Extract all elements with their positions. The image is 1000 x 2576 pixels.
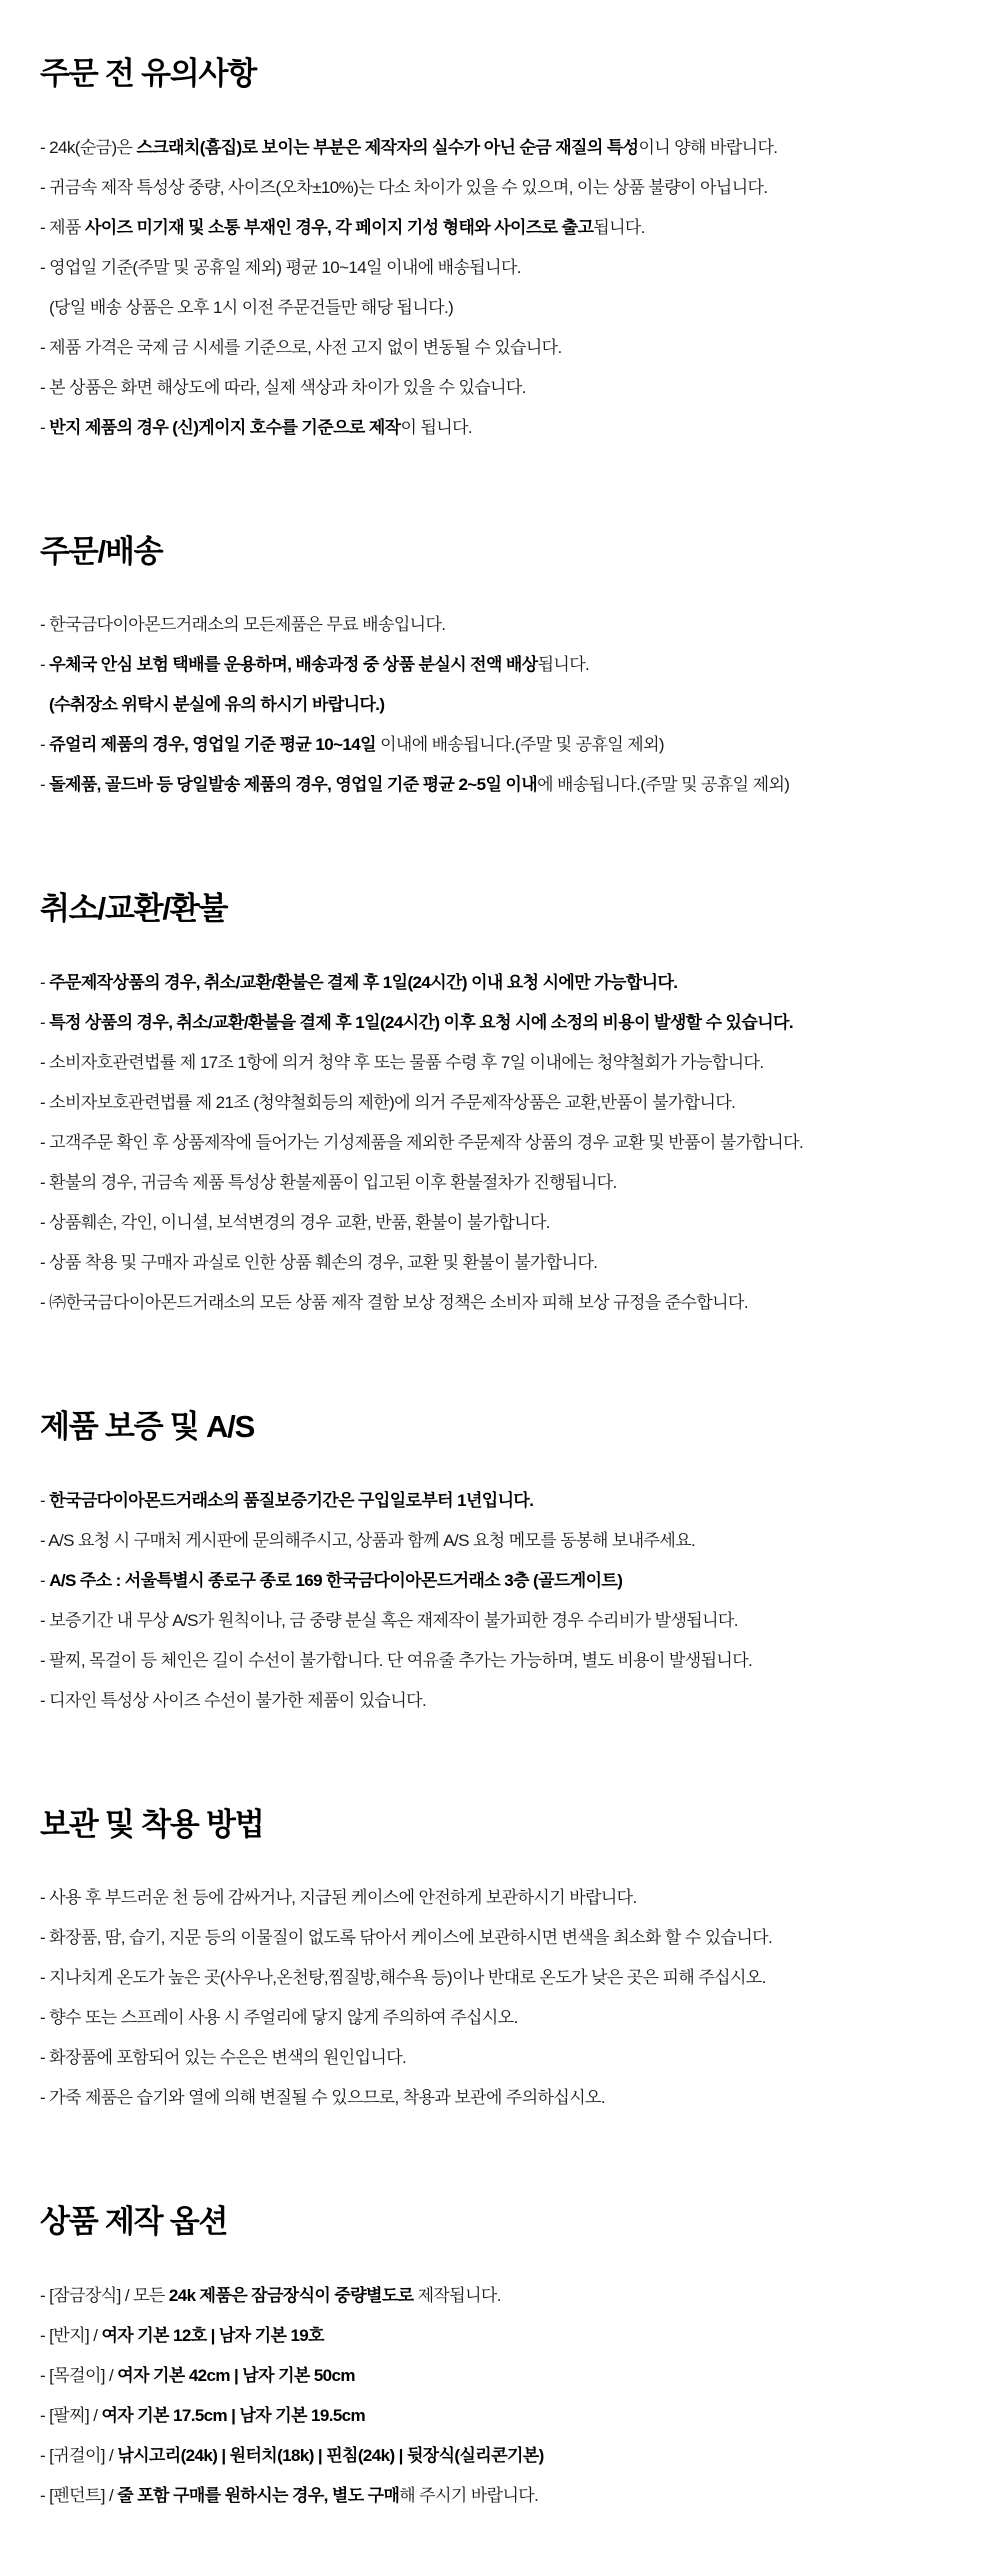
notice-text: - [반지] / (40, 2325, 102, 2345)
notice-text-bold: 주문제작상품의 경우, 취소/교환/환불은 결제 후 1일(24시간) 이내 요청 시에만 가능합니다. (49, 972, 678, 992)
notice-text: 이니 양해 바랍니다. (638, 137, 778, 157)
notice-line (40, 2356, 960, 2396)
notice-text: - 고객주문 확인 후 상품제작에 들어가는 기성제품을 제외한 주문제작 상품의 경우 교환 및 반품이 불가합니다. (40, 1132, 804, 1152)
notice-line (40, 1998, 960, 2038)
section-title: 주문/배송 (40, 533, 163, 569)
notice-section (40, 56, 960, 448)
notice-text-bold: 돌제품, 골드바 등 당일발송 제품의 경우, 영업일 기준 평균 2~5일 이내 (49, 775, 538, 795)
notice-line (40, 168, 960, 208)
notice-text-bold: 한국금다이아몬드거래소의 품질보증기간은 구입일로부터 1년입니다. (49, 1490, 534, 1510)
notice-text: - [귀걸이] / (40, 2445, 118, 2465)
notice-text: - [펜던트] / (40, 2485, 118, 2505)
notice-sections (40, 56, 960, 2516)
notice-line (40, 1561, 960, 1601)
notice-line (40, 128, 960, 168)
notice-text-bold: 여자 기본 12호 | 남자 기본 19호 (101, 2325, 324, 2345)
notice-section (40, 534, 960, 806)
notice-line (40, 645, 960, 685)
notice-text-bold: 여자 기본 42cm | 남자 기본 50cm (117, 2365, 355, 2385)
notice-line (40, 2276, 960, 2316)
notice-line (40, 208, 960, 248)
notice-line (40, 1681, 960, 1721)
notice-text-bold: 우체국 안심 보험 택배를 운용하며, 배송과정 중 상품 분실시 전액 배상 (49, 655, 538, 675)
notice-text: - 디자인 특성상 사이즈 수선이 불가한 제품이 있습니다. (40, 1690, 427, 1710)
section-title: 취소/교환/환불 (40, 891, 228, 927)
notice-line (40, 1163, 960, 1203)
notice-text: - 환불의 경우, 귀금속 제품 특성상 환불제품이 입고된 이후 환불절차가 진행됩니다. (40, 1172, 617, 1192)
section-title: 보관 및 착용 방법 (40, 1806, 264, 1842)
notice-text: 해 주시기 바랍니다. (399, 2485, 539, 2505)
notice-text: - [잠금장식] / 모든 (40, 2285, 169, 2305)
section-title: 주문 전 유의사항 (40, 56, 257, 91)
notice-text-bold: 쥬얼리 제품의 경우, 영업일 기준 평균 10~14일 (49, 735, 376, 755)
notice-text: - (40, 775, 50, 795)
notice-text-bold: 반지 제품의 경우 (신)게이지 호수를 기준으로 제작 (49, 417, 401, 437)
section-title: 상품 제작 옵션 (40, 2204, 228, 2240)
notice-line (40, 2436, 960, 2476)
notice-text: - (40, 1490, 50, 1510)
notice-text: - 한국금다이아몬드거래소의 모든제품은 무료 배송입니다. (40, 615, 446, 635)
notice-line (40, 2316, 960, 2356)
notice-text: - 향수 또는 스프레이 사용 시 주얼리에 닿지 않게 주의하여 주십시오. (40, 2008, 518, 2028)
notice-text: - (40, 735, 50, 755)
notice-text: - 상품훼손, 각인, 이니셜, 보석변경의 경우 교환, 반품, 환불이 불가합니다. (40, 1212, 550, 1232)
notice-line (40, 1083, 960, 1123)
notice-line (40, 1283, 960, 1323)
notice-text: - 귀금속 제작 특성상 중량, 사이즈(오차±10%)는 다소 차이가 있을 수 있으며, 이는 상품 불량이 아닙니다. (40, 177, 768, 197)
notice-text: - 소비자보호관련법률 제 21조 (청약철회등의 제한)에 의거 주문제작상품은 교환,반품이 불가합니다. (40, 1092, 736, 1112)
notice-text: 됩니다. (593, 217, 645, 237)
notice-text: - 지나치게 온도가 높은 곳(사우나,온천탕,찜질방,해수욕 등)이나 반대로 온도가 낮은 곳은 피해 주십시오. (40, 1968, 766, 1988)
notice-line (40, 2396, 960, 2436)
notice-line (40, 765, 960, 805)
notice-text: 이내에 배송됩니다.(주말 및 공휴일 제외) (375, 735, 664, 755)
notice-text: - [목걸이] / (40, 2365, 118, 2385)
notice-text: (당일 배송 상품은 오후 1시 이전 주문건들만 해당 됩니다.) (49, 297, 454, 317)
notice-text-bold: 낚시고리(24k) | 원터치(18k) | 핀침(24k) | 뒷장식(실리콘기본) (117, 2445, 544, 2465)
notice-line (40, 408, 960, 448)
notice-line (40, 1521, 960, 1561)
notice-line (40, 2038, 960, 2078)
notice-section (40, 891, 960, 1323)
notice-text-bold: 줄 포함 구매를 원하시는 경우, 별도 구매 (117, 2485, 400, 2505)
notice-line (40, 368, 960, 408)
notice-line (40, 1878, 960, 1918)
notice-text: 됩니다. (537, 655, 590, 675)
notice-line (40, 1958, 960, 1998)
notice-line (40, 725, 960, 765)
notice-line (40, 1123, 960, 1163)
notice-text: - (40, 1012, 50, 1032)
notice-line (40, 2078, 960, 2118)
notice-line (40, 1481, 960, 1521)
notice-line (40, 248, 960, 288)
notice-line (40, 605, 960, 645)
notice-line (40, 1043, 960, 1083)
notice-text: - (40, 1570, 50, 1590)
notice-text-bold: A/S 주소 : 서울특별시 종로구 종로 169 한국금다이아몬드거래소 3층 (골드게이트) (49, 1570, 623, 1590)
notice-line (40, 1243, 960, 1283)
notice-text: - 소비자호관련법률 제 17조 1항에 의거 청약 후 또는 물품 수령 후 7일 이내에는 청약철회가 가능합니다. (40, 1052, 764, 1072)
notice-text: 제작됩니다. (413, 2285, 501, 2305)
notice-line (40, 1918, 960, 1958)
notice-line (40, 1601, 960, 1641)
notice-line (40, 2476, 960, 2516)
notice-section (40, 1807, 960, 2119)
notice-text-bold: 여자 기본 17.5cm | 남자 기본 19.5cm (101, 2405, 366, 2425)
notice-text: - 보증기간 내 무상 A/S가 원칙이나, 금 중량 분실 혹은 재제작이 불가피한 경우 수리비가 발생됩니다. (40, 1610, 738, 1630)
notice-text: - 제품 가격은 국제 금 시세를 기준으로, 사전 고지 없이 변동될 수 있습니다. (40, 337, 562, 357)
notice-text: 이 됩니다. (400, 417, 473, 437)
notice-text: - 제품 (40, 217, 85, 237)
notice-line (40, 1003, 960, 1043)
notice-text: - 가죽 제품은 습기와 열에 의해 변질될 수 있으므로, 착용과 보관에 주의하십시오. (40, 2088, 605, 2108)
notice-text: - [팔찌] / (40, 2405, 102, 2425)
notice-text-bold: 24k 제품은 잠금장식이 중량별도로 (168, 2285, 414, 2305)
notice-text-bold: 사이즈 미기재 및 소통 부재인 경우, 각 페이지 기성 형태와 사이즈로 출고 (84, 217, 594, 237)
notice-line (40, 685, 960, 725)
notice-line (40, 288, 960, 328)
notice-text: - (40, 972, 50, 992)
notice-line (40, 1203, 960, 1243)
notice-section (40, 1409, 960, 1721)
notice-text: - (40, 417, 50, 437)
notice-text: - 팔찌, 목걸이 등 체인은 길이 수선이 불가합니다. 단 여유줄 추가는 가능하며, 별도 비용이 발생됩니다. (40, 1650, 753, 1670)
notice-line (40, 328, 960, 368)
notice-text: - 화장품에 포함되어 있는 수은은 변색의 원인입니다. (40, 2048, 407, 2068)
notice-text-bold: (수취장소 위탁시 분실에 유의 하시기 바랍니다.) (49, 695, 385, 715)
notice-text: - 사용 후 부드러운 천 등에 감싸거나, 지급된 케이스에 안전하게 보관하시기 바랍니다. (40, 1888, 637, 1908)
notice-text: - 화장품, 땀, 습기, 지문 등의 이물질이 없도록 닦아서 케이스에 보관하시면 변색을 최소화 할 수 있습니다. (40, 1928, 773, 1948)
notice-text: 에 배송됩니다.(주말 및 공휴일 제외) (537, 775, 790, 795)
notice-text-bold: 스크래치(흠집)로 보이는 부분은 제작자의 실수가 아닌 순금 재질의 특성 (136, 137, 639, 157)
notice-section (40, 2204, 960, 2516)
notice-text: - 24k(순금)은 (40, 137, 137, 157)
notice-text: - (40, 655, 50, 675)
notice-text: - A/S 요청 시 구매처 게시판에 문의해주시고, 상품과 함께 A/S 요청 메모를 동봉해 보내주세요. (40, 1530, 696, 1550)
notice-text: - 상품 착용 및 구매자 과실로 인한 상품 훼손의 경우, 교환 및 환불이 불가합니다. (40, 1252, 598, 1272)
notice-text: - 영업일 기준(주말 및 공휴일 제외) 평균 10~14일 이내에 배송됩니다. (40, 257, 521, 277)
notice-line (40, 963, 960, 1003)
notice-line (40, 1641, 960, 1681)
notice-text-bold: 특정 상품의 경우, 취소/교환/환불을 결제 후 1일(24시간) 이후 요청 시에 소정의 비용이 발생할 수 있습니다. (49, 1012, 793, 1032)
notice-text: - 본 상품은 화면 해상도에 따라, 실제 색상과 차이가 있을 수 있습니다. (40, 377, 526, 397)
section-title: 제품 보증 및 A/S (40, 1408, 255, 1444)
notice-text: - ㈜한국금다이아몬드거래소의 모든 상품 제작 결함 보상 정책은 소비자 피해 보상 규정을 준수합니다. (40, 1292, 748, 1312)
